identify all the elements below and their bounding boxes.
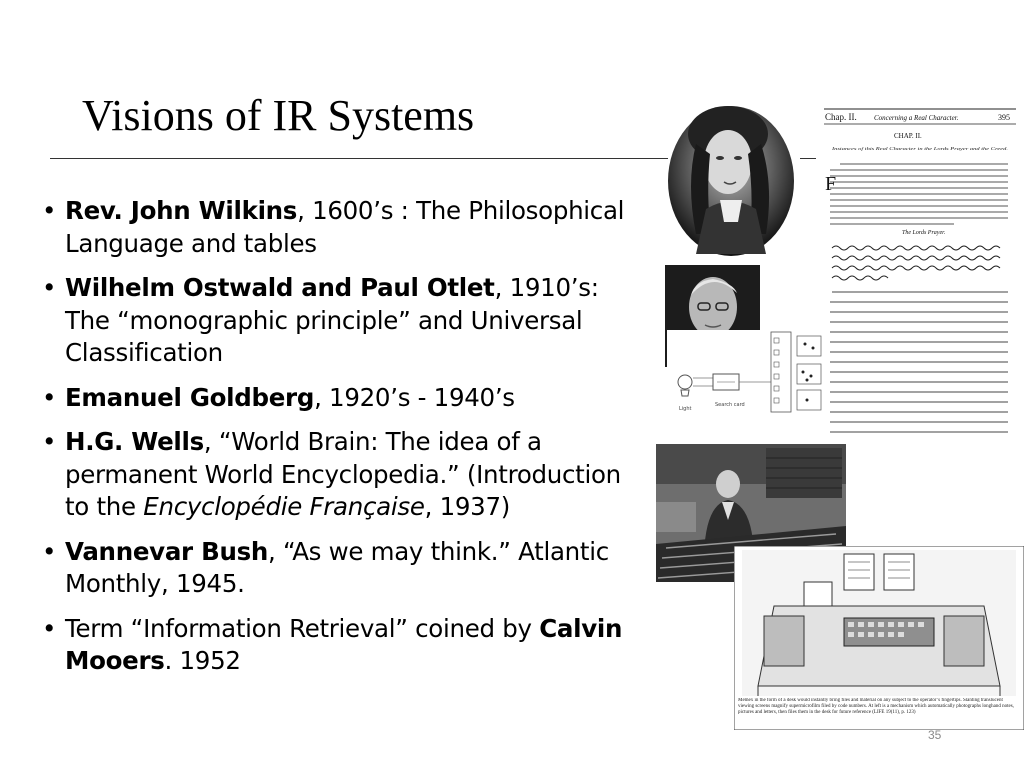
bullet-italic: Encyclopédie Française <box>143 492 425 521</box>
search-machine-diagram <box>667 330 827 415</box>
bullet-bold: Calvin Mooers <box>65 613 623 675</box>
bullet-text: , “World Brain: The idea of a permanent World Encyclopedia.” (Introduction to the <box>65 427 621 521</box>
book-subhead: The Lords Prayer. <box>902 230 946 236</box>
memex-illustration <box>734 546 1024 730</box>
bullet-text: , “As we may think.” Atlantic Monthly, 1945. <box>65 536 609 598</box>
bullet-text: Term “Information Retrieval” coined by <box>65 613 540 643</box>
wilkins-portrait <box>666 104 796 258</box>
bullet-text-after: , 1937) <box>424 492 510 521</box>
diagram-label-light: Light <box>679 406 692 412</box>
bullet-text: , 1920’s - 1940’s <box>314 382 515 412</box>
bullet-bold: Vannevar Bush <box>65 536 269 566</box>
bullet-list <box>42 195 642 690</box>
page-number: 35 <box>928 728 942 742</box>
bullet-wells <box>42 426 642 524</box>
book-header-right: 395 <box>998 113 1010 122</box>
real-character-book-page <box>824 106 1016 444</box>
bullet-wilkins <box>42 195 642 260</box>
bullet-ostwald-otlet <box>42 272 642 370</box>
bullet-bold: Emanuel Goldberg <box>65 382 315 412</box>
bullet-bold: Wilhelm Ostwald and Paul Otlet <box>65 273 495 302</box>
bullet-goldberg <box>42 382 642 415</box>
memex-caption: Memex in the form of a desk would instantly bring files and material on any subject to the operator’s fingertips. Slanting translucent viewing screens magnify supermicrofilm filed by code numbers. At left is a mechanism which automatically photographs longhand notes, pictures and letters, then files them in the desk for future reference (LIFE 19(11), p. 123) <box>738 698 1014 715</box>
book-header-left: Chap. II. <box>825 112 857 122</box>
slide-title: Visions of IR Systems <box>82 91 475 140</box>
title-underline-right <box>800 158 816 159</box>
bullet-bush <box>42 536 642 601</box>
bullet-text: , 1910’s: The “monographic principle” and Universal Classification <box>65 273 599 367</box>
bullet-bold: H.G. Wells <box>65 427 204 456</box>
svg-text:F: F <box>825 173 837 195</box>
bullet-mooers <box>42 613 642 678</box>
bullet-text: , 1600’s : The Philosophical Language and tables <box>65 196 625 258</box>
book-caption: Instances of this Real Character in the Lords Prayer and the Creed. <box>830 146 1008 151</box>
diagram-label-search-card: Search card <box>715 402 745 408</box>
bullet-text-after: . 1952 <box>164 646 241 675</box>
book-header-center: Concerning a Real Character. <box>874 114 959 122</box>
bullet-bold: Rev. John Wilkins <box>65 196 298 225</box>
book-chapter: CHAP. II. <box>894 132 922 140</box>
title-underline <box>50 158 668 159</box>
